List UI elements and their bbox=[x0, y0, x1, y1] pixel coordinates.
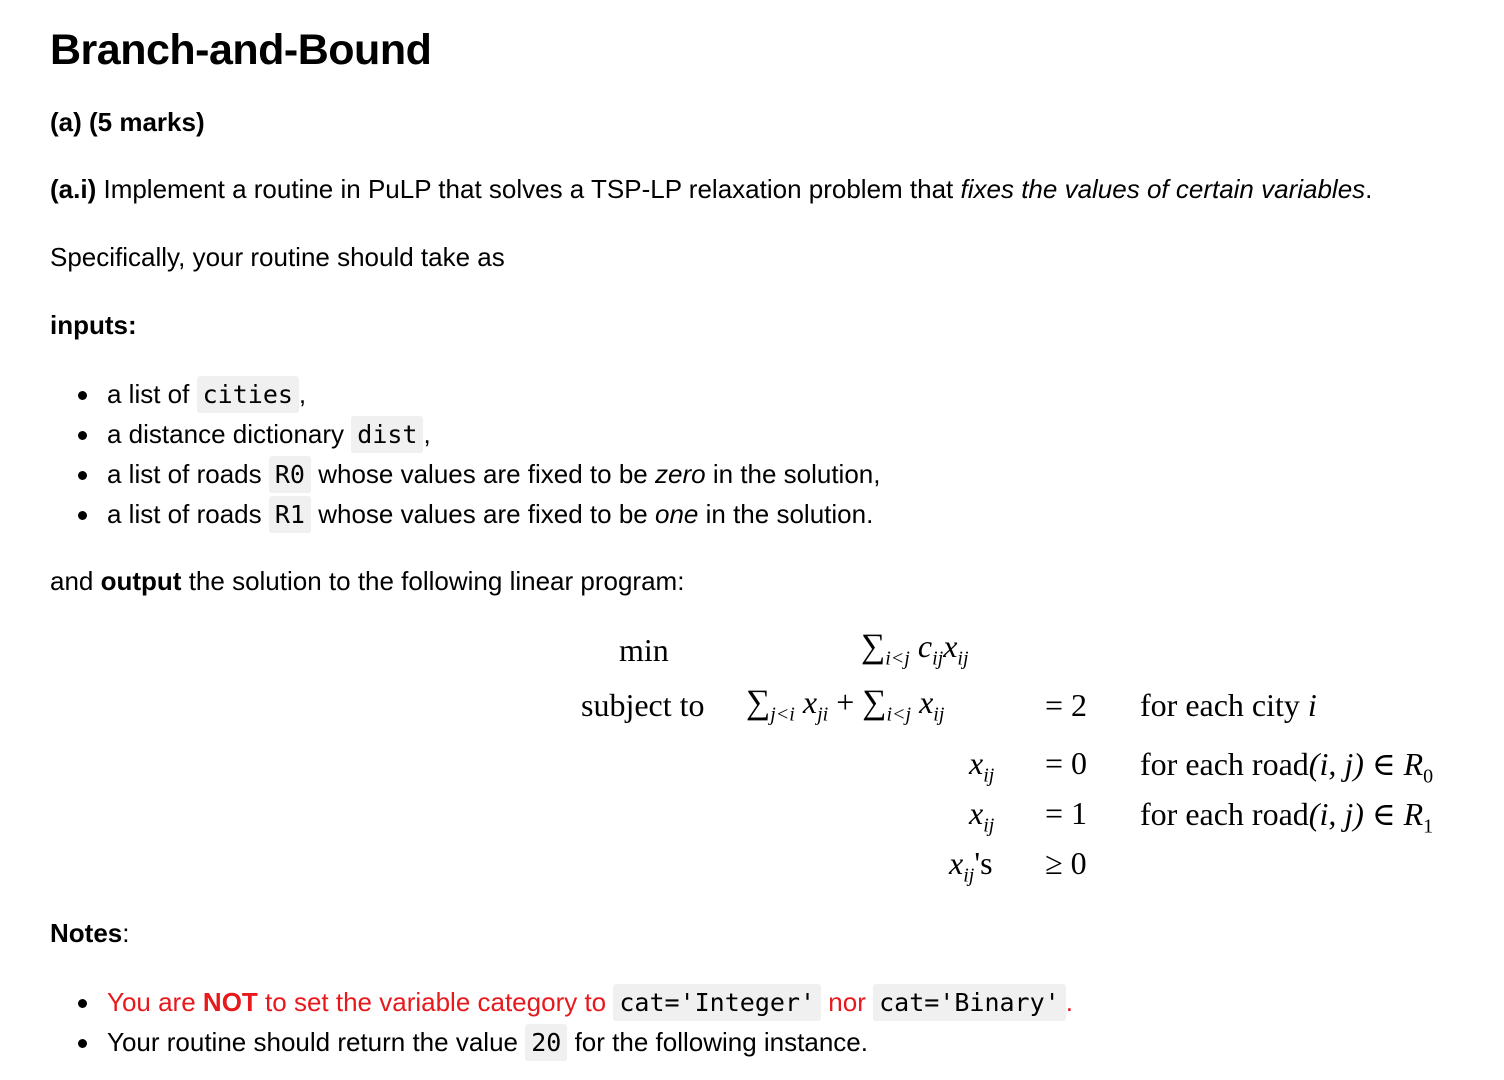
input-item-r0: a list of roads R0 whose values are fixed to be zero in the solution, bbox=[50, 454, 880, 494]
input-item-r1: a list of roads R1 whose values are fixed to be one in the solution. bbox=[50, 494, 880, 534]
lp-r0-condition: for each road(i, j) ∈ $R_0$ bbox=[1140, 746, 1434, 788]
input-item-dist: a distance dictionary dist , bbox=[50, 414, 880, 454]
code-cat-integer: cat='Integer' bbox=[613, 984, 821, 1021]
code-dist: dist bbox=[351, 416, 423, 453]
lp-r1-condition: for each road(i, j) ∈ $R_1$ bbox=[1140, 796, 1434, 838]
inputs-heading: inputs: bbox=[50, 310, 137, 340]
code-return-value: 20 bbox=[525, 1024, 567, 1061]
task-period: . bbox=[1365, 174, 1373, 204]
page-title: Branch-and-Bound bbox=[50, 26, 432, 74]
note-item-category: You are NOT to set the variable category to cat='Integer' nor cat='Binary' . bbox=[50, 982, 1073, 1022]
task-text: Implement a routine in PuLP that solves a TSP-LP relaxation problem that bbox=[103, 174, 954, 204]
lp-subject-to-label: subject to bbox=[581, 687, 705, 723]
task-emphasis: fixes the values of certain variables bbox=[960, 174, 1366, 204]
lp-x-fixed-zero: $x_{ij}$ bbox=[969, 745, 995, 787]
lp-degree-constraint: $\sum_{j<i}$ $x_{ji} + \sum_{i<j}$ $x_{ij}$ bbox=[746, 684, 945, 726]
lp-eq-1: = 1 bbox=[1045, 795, 1088, 831]
task-paragraph bbox=[50, 174, 1372, 205]
inputs-list bbox=[50, 374, 880, 534]
specifically-paragraph: Specifically, your routine should take as bbox=[50, 242, 505, 272]
lp-objective: $\sum_{i<j}$ $c_{ij}x_{ij}$ bbox=[861, 628, 969, 670]
part-heading: (a) (5 marks) bbox=[50, 107, 205, 137]
code-r0: R0 bbox=[269, 456, 311, 493]
lp-nonnegativity-vars: $x_{ij}'s$ bbox=[949, 845, 993, 887]
code-r1: R1 bbox=[269, 496, 311, 533]
lp-x-fixed-one: $x_{ij}$ bbox=[969, 795, 995, 837]
code-cat-binary: cat='Binary' bbox=[873, 984, 1066, 1021]
notes-heading: Notes: bbox=[50, 918, 130, 948]
lp-eq-2: = 2 bbox=[1045, 687, 1088, 723]
lp-geq-0: ≥ 0 bbox=[1045, 845, 1087, 881]
input-item-cities: a list of cities , bbox=[50, 374, 880, 414]
output-paragraph: and output the solution to the following linear program: bbox=[50, 566, 685, 596]
notes-list bbox=[50, 982, 1073, 1062]
task-label: (a.i) bbox=[50, 174, 97, 204]
lp-city-condition: for each city i bbox=[1140, 687, 1317, 723]
note-item-return-value: Your routine should return the value 20 for the following instance. bbox=[50, 1022, 1073, 1062]
lp-min-label: min bbox=[619, 632, 669, 668]
lp-eq-0: = 0 bbox=[1045, 745, 1088, 781]
code-cities: cities bbox=[197, 376, 299, 413]
